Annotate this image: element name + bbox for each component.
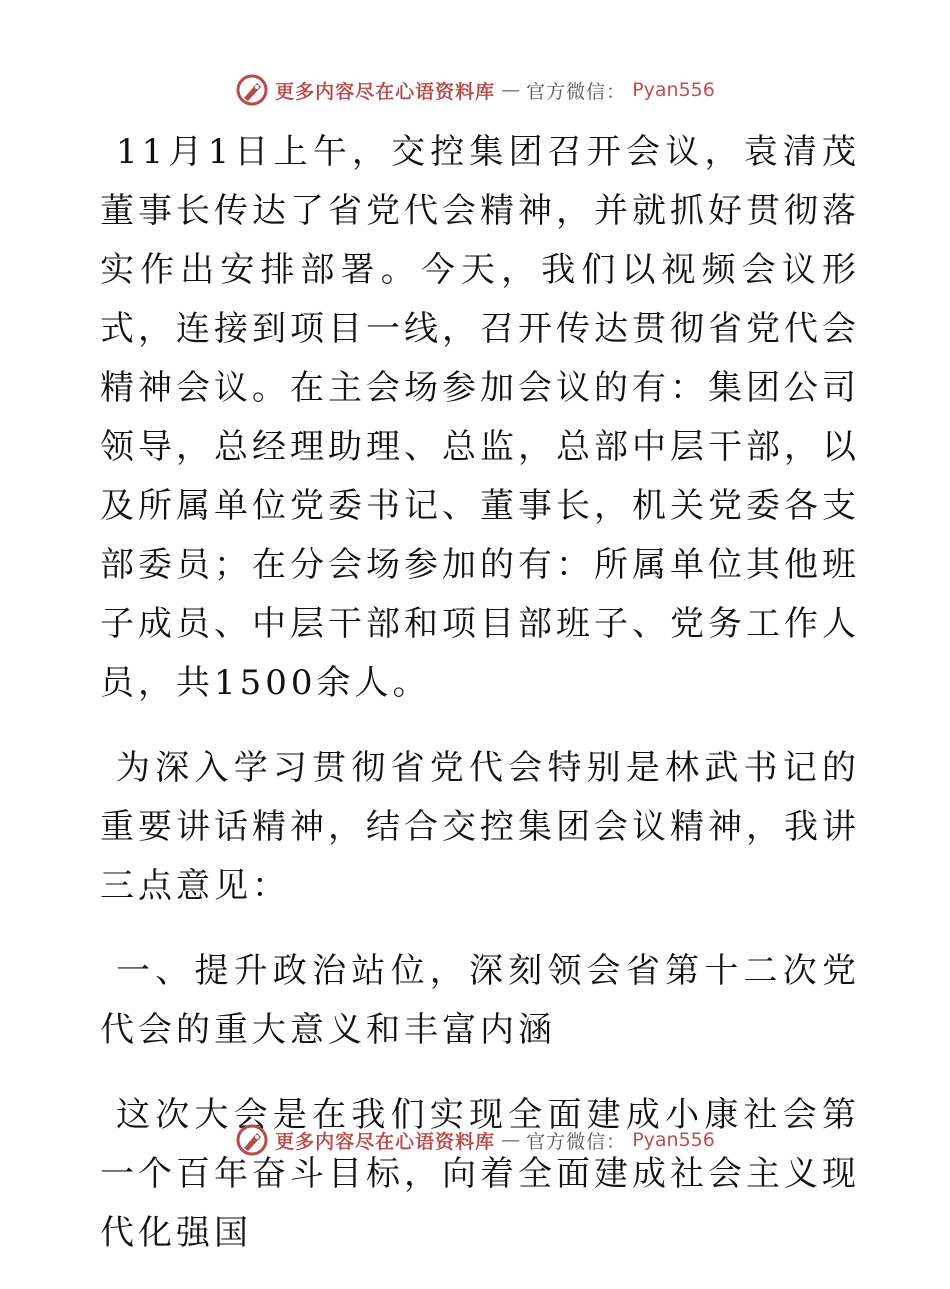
paragraph-congress-significance: 这次大会是在我们实现全面建成小康社会第一个百年奋斗目标，向着全面建成社会主义现代化强国 [100, 1095, 860, 1253]
pen-nib-logo-icon [235, 1123, 269, 1157]
watermark-subtitle: 官方微信： [526, 80, 627, 103]
watermark-title: 更多内容尽在心语资料库 [275, 80, 496, 103]
watermark-separator: — [501, 79, 521, 101]
watermark-subtitle: 官方微信： [526, 1130, 627, 1153]
paragraph-meeting-intro: 11月1日上午，交控集团召开会议，袁清茂董事长传达了省党代会精神，并就抓好贯彻落实作出安排部署。今天，我们以视频会议形式，连接到项目一线，召开传达贯彻省党代会精神会议。在主会场参加会议的有：集团公司领导，总经理助理、总监，总部中层干部，以及所属单位党委书记、董事长，机关党委各支部委员；在分会场参加的有：所属单位其他班子成员、中层干部和项目部班子、党务工作人员，共1500余人。 [100, 132, 860, 703]
watermark-banner-bottom [0, 1120, 950, 1160]
watermark-title: 更多内容尽在心语资料库 [275, 1130, 496, 1153]
paragraph-purpose: 为深入学习贯彻省党代会特别是林武书记的重要讲话精神，结合交控集团会议精神，我讲三点意见： [100, 748, 860, 906]
section-heading-one: 一、提升政治站位，深刻领会省第十二次党代会的重大意义和丰富内涵 [100, 951, 860, 1050]
watermark-wechat-id: Pyan556 [632, 79, 715, 101]
watermark-banner-top [0, 70, 950, 110]
watermark-separator: — [501, 1129, 521, 1151]
watermark-wechat-id: Pyan556 [632, 1129, 715, 1151]
document-body [100, 123, 860, 1289]
pen-nib-logo-icon [235, 73, 269, 107]
